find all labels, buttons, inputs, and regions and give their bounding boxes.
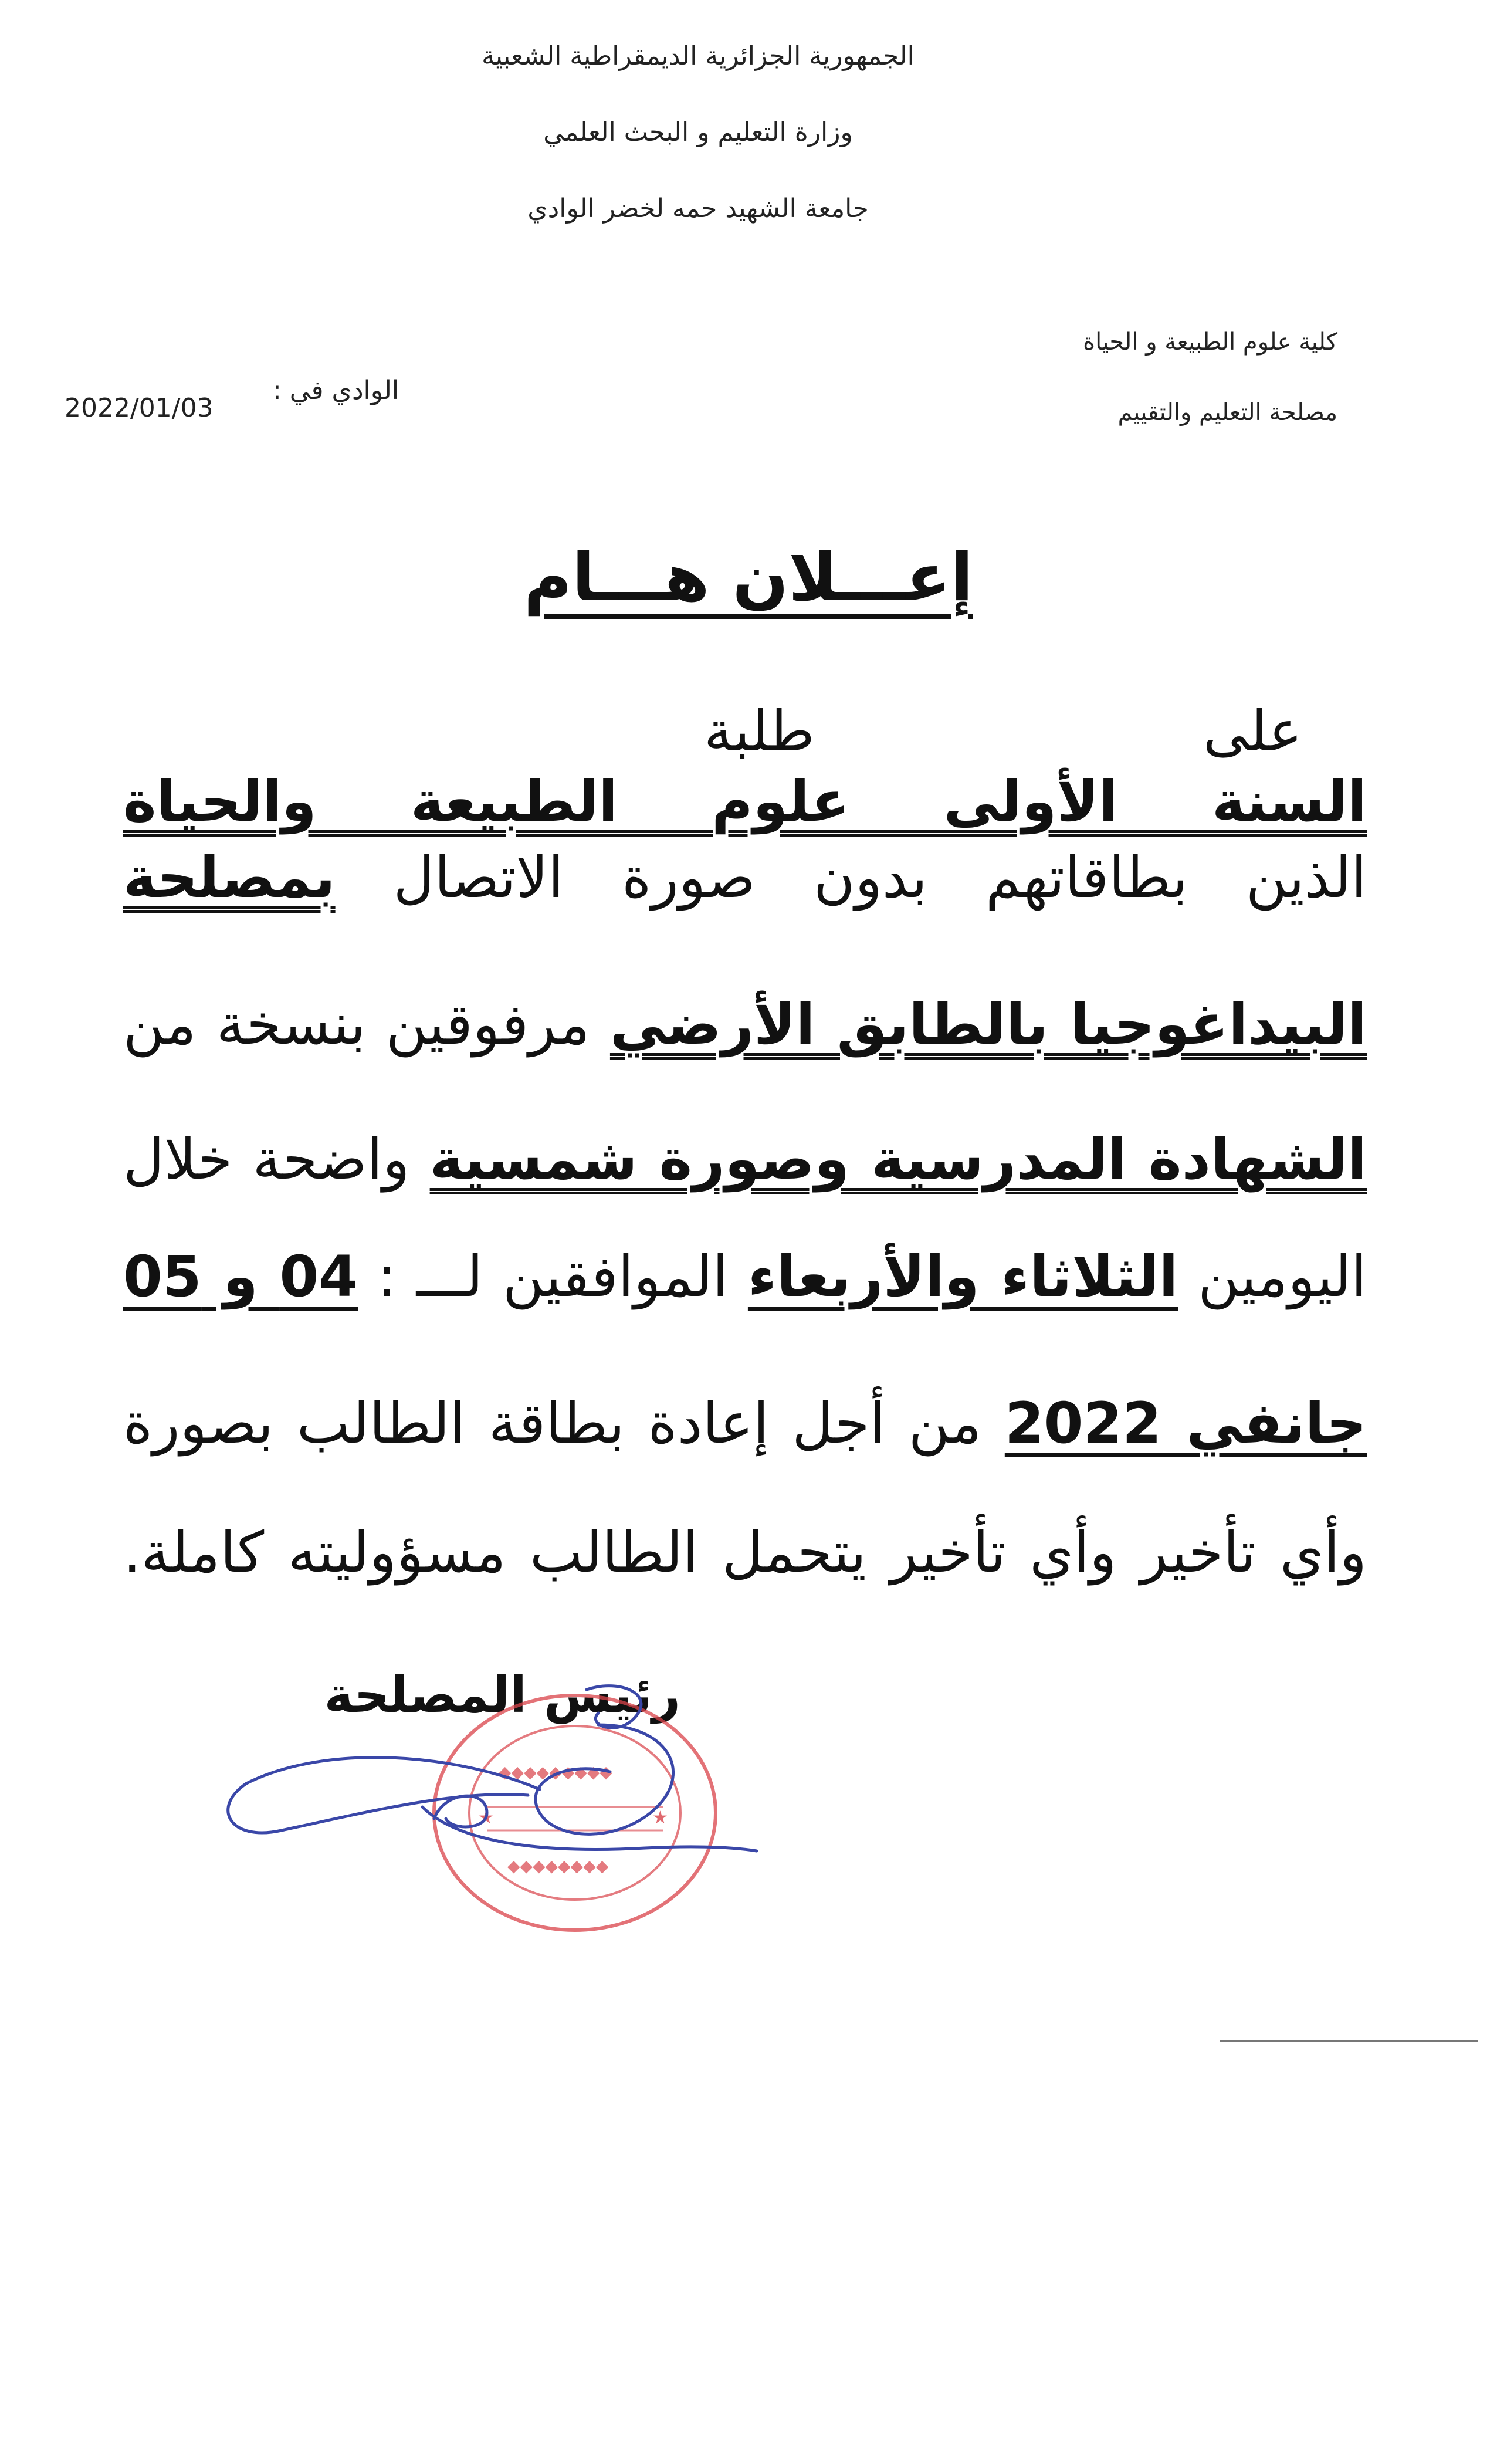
footer-rule xyxy=(1220,2040,1478,2042)
service-name: مصلحة التعليم والتقييم xyxy=(1117,399,1337,426)
dates-emphasis: 04 و 05 xyxy=(123,1244,358,1309)
svg-text:◆◆◆◆◆◆◆◆◆: ◆◆◆◆◆◆◆◆◆ xyxy=(499,1762,612,1782)
date-label: الوادي في : xyxy=(273,375,399,405)
handwritten-signature xyxy=(211,1654,774,1924)
body-line-5: اليومين الثلاثاء والأربعاء الموافقين لـــ : 04 و 05 xyxy=(123,1244,1367,1309)
university-name: جامعة الشهيد حمه لخضر الوادي xyxy=(527,194,869,224)
body-line-1b xyxy=(123,769,1367,834)
month-year-emphasis: جانفي 2022 xyxy=(1004,1390,1367,1456)
faculty-name: كلية علوم الطبيعة و الحياة xyxy=(1083,329,1337,356)
target-class: السنة الأولى علوم الطبيعة والحياة xyxy=(123,769,1367,834)
ministry-name: وزارة التعليم و البحث العلمي xyxy=(543,117,853,147)
documents-emphasis: الشهادة المدرسية وصورة شمسية xyxy=(429,1126,1367,1192)
body-line-4: الشهادة المدرسية وصورة شمسية واضحة خلال xyxy=(123,1126,1367,1192)
body-line-7: وأي تأخير وأي تأخير يتحمل الطالب مسؤوليته كاملة. xyxy=(123,1519,1367,1585)
republic-name: الجمهورية الجزائرية الديمقراطية الشعبية xyxy=(482,41,915,71)
body-line-2: الذين بطاقاتهم بدون صورة الاتصال بمصلحة xyxy=(123,845,1367,911)
service-emphasis: بمصلحة xyxy=(123,845,336,911)
date-value: 2022/01/03 xyxy=(65,393,214,423)
svg-text:★: ★ xyxy=(478,1808,494,1828)
body-line-6: جانفي 2022 من أجل إعادة بطاقة الطالب بصورة xyxy=(123,1390,1367,1456)
svg-text:◆◆◆◆◆◆◆◆: ◆◆◆◆◆◆◆◆ xyxy=(507,1856,609,1876)
body-line-3: البيداغوجيا بالطابق الأرضي مرفوقين بنسخة من xyxy=(123,991,1367,1057)
days-emphasis: الثلاثاء والأربعاء xyxy=(747,1244,1178,1309)
body-line-1a: على طلبة xyxy=(704,698,1302,764)
signer-title: رئيس المصلحة xyxy=(324,1666,680,1724)
svg-text:★: ★ xyxy=(652,1808,668,1828)
announcement-title: إعـــلان هـــام xyxy=(523,540,973,616)
location-emphasis: البيداغوجيا بالطابق الأرضي xyxy=(609,991,1367,1057)
date-block xyxy=(65,375,428,428)
